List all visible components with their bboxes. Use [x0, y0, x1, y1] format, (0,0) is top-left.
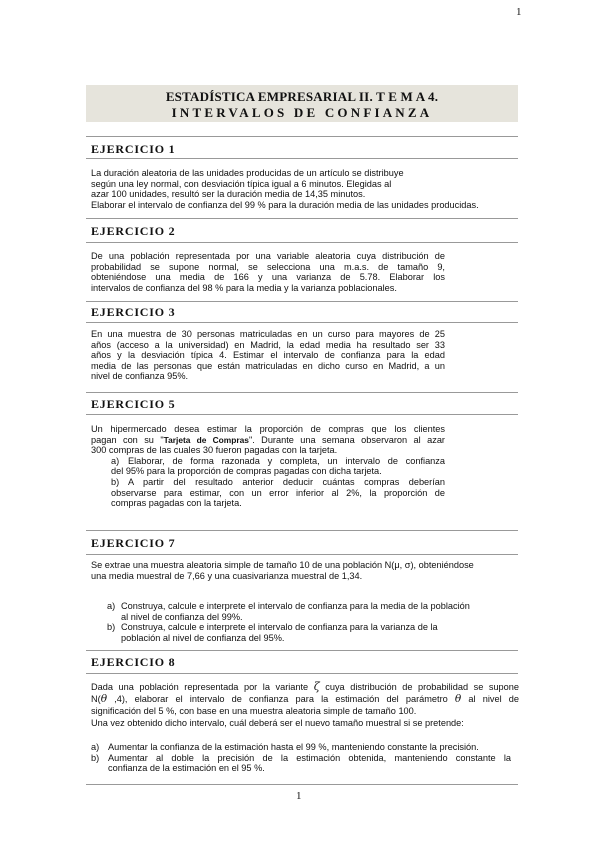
item-line: Construya, calcule e interprete el intervalo de confianza para la varianza de la	[121, 622, 438, 633]
exercise-8-title: EJERCICIO 8	[91, 655, 176, 669]
document-title: ESTADÍSTICA EMPRESARIAL II. T E M A 4.	[165, 89, 439, 104]
exercise-5-text	[91, 424, 445, 509]
exercise-7-line: una media muestral de 7,66 y una cuasivarianza muestral de 1,34.	[91, 570, 363, 581]
item-label: b)	[91, 752, 100, 763]
exercise-8-line	[91, 681, 519, 693]
exercise-2-line: probabilidad se supone normal, se selecciona una m.a.s. de tamaño 9,	[91, 261, 445, 272]
item-line: Elaborar, de forma razonada y completa, un intervalo de confianza	[128, 455, 445, 466]
exercise-8-item-b	[91, 753, 511, 774]
exercise-8-line: significación del 5 %, con base en una muestra aleatoria simple de tamaño 100.	[91, 706, 417, 716]
theta-symbol: θ	[100, 693, 108, 705]
zeta-symbol: ζ	[313, 680, 320, 693]
section-divider	[86, 650, 518, 651]
exercise-5-line2-post: ". Durante una semana observaron al azar	[248, 434, 445, 445]
section-divider	[86, 242, 518, 243]
section-divider	[86, 554, 518, 555]
item-label: b)	[107, 622, 116, 633]
page-number-bottom: 1	[296, 790, 302, 802]
exercise-5-title: EJERCICIO 5	[91, 397, 176, 411]
exercise-5-line2-pre: pagan con su "	[91, 434, 164, 445]
exercise-8-items	[91, 742, 511, 774]
exercise-5-line: Un hipermercado desea estimar la proporción de compras que los clientes	[91, 424, 445, 434]
item-text	[121, 601, 507, 622]
section-divider	[86, 530, 518, 531]
exercise-1-text	[91, 168, 515, 210]
item-text	[108, 742, 511, 753]
exercise-5-line	[91, 435, 445, 446]
exercise-5-item-b	[91, 477, 445, 488]
exercise-1-title: EJERCICIO 1	[91, 142, 176, 156]
exercise-3-line: media de las personas que están matriculadas en dicho curso en Madrid, a un	[91, 360, 445, 371]
item-line: compras pagadas con la tarjeta.	[111, 498, 242, 509]
item-label: a)	[91, 742, 100, 752]
exercise-3-line: nivel de confianza 95%.	[91, 371, 189, 382]
exercise-8-text	[91, 681, 519, 729]
exercise-2-text	[91, 251, 445, 293]
exercise-5-item-a	[91, 456, 445, 467]
item-text	[121, 622, 507, 643]
item-label: b)	[111, 476, 120, 487]
exercise-1-line: La duración aleatoria de las unidades producidas de un artículo se distribuye	[91, 168, 404, 178]
document-subtitle: INTERVALOS DE CONFIANZA	[171, 105, 433, 120]
section-divider	[86, 158, 518, 159]
section-divider	[86, 301, 518, 302]
exercise-3-line: En una muestra de 30 personas matriculadas en un curso para mayores de 25	[91, 329, 445, 339]
item-text	[108, 753, 511, 774]
item-line: Aumentar la confianza de la estimación hasta el 99 %, manteniendo constante la precisión.	[108, 742, 479, 752]
exercise-3-line: años y la desviación típica 4. Estimar el intervalo de confianza para la edad	[91, 350, 445, 361]
item-line: confianza de la estimación en el 95 %.	[108, 763, 265, 774]
exercise-3-line: años (acceso a la universidad) en Madrid, la edad media ha resultado ser 33	[91, 339, 445, 350]
exercise-5-line: 300 compras de las cuales 30 fueron pagadas con la tarjeta.	[91, 445, 338, 456]
exercise-7-intro	[91, 560, 519, 581]
exercise-1-line: azar 100 unidades, resultó ser la duración media de 14,35 minutos.	[91, 189, 366, 200]
exercise-2-title: EJERCICIO 2	[91, 224, 176, 238]
exercise-1-line: Elaborar el intervalo de confianza del 99 % para la duración media de las unidades producidas.	[91, 199, 479, 210]
exercise-2-line: De una población representada por una variable aleatoria cuya distribución de	[91, 251, 445, 261]
section-divider	[86, 784, 518, 785]
section-divider	[86, 322, 518, 323]
item-line: Construya, calcule e interprete el intervalo de confianza para la media de la población	[121, 601, 470, 611]
exercise-8-line: Una vez obtenido dicho intervalo, cuál deberá ser el nuevo tamaño muestral si se pretende:	[91, 718, 464, 728]
text-span: cuya distribución de probabilidad se supone	[319, 682, 519, 692]
exercise-3-title: EJERCICIO 3	[91, 305, 176, 319]
item-line: observarse para estimar, con un error inferior al 2%, la proporción de	[111, 487, 445, 498]
section-divider	[86, 414, 518, 415]
item-label: a)	[107, 601, 116, 611]
item-line: Aumentar al doble la precisión de la estimación obtenida, manteniendo constante la	[108, 752, 511, 763]
section-divider	[86, 218, 518, 219]
item-text	[128, 477, 445, 488]
exercise-8-item-a	[91, 742, 511, 753]
page-number-top: 1	[516, 6, 522, 18]
text-span: ,4), elaborar el intervalo de confianza para la estimación del parámetro	[107, 694, 455, 704]
item-text	[128, 456, 445, 467]
exercise-7-item-a	[107, 601, 507, 622]
exercise-7-line: Se extrae una muestra aleatoria simple de tamaño 10 de una población N(μ, σ), obteniéndose	[91, 560, 474, 570]
section-divider	[86, 136, 518, 137]
theta-symbol: θ	[454, 693, 462, 705]
exercise-8-line	[91, 693, 519, 705]
text-span: Dada una población representada por la variante	[91, 682, 314, 692]
exercise-2-line: intervalos de confianza del 98 % para la media y la varianza poblacionales.	[91, 282, 397, 293]
item-line: del 95% para la proporción de compras pagadas con dicha tarjeta.	[111, 466, 382, 477]
text-span: al nivel de	[461, 694, 519, 704]
item-line: A partir del resultado anterior deducir cuántas compras deberían	[128, 476, 445, 487]
exercise-3-text	[91, 329, 445, 382]
card-name-bold: Tarjeta de Compras	[163, 434, 249, 445]
exercise-1-line: según una ley normal, con desviación típica igual a 6 minutos. Elegidas al	[91, 178, 392, 189]
exercise-7-item-b	[107, 622, 507, 643]
document-title-box	[86, 85, 518, 122]
exercise-7-title: EJERCICIO 7	[91, 536, 176, 550]
section-divider	[86, 392, 518, 393]
item-line: al nivel de confianza del 99%.	[121, 611, 243, 622]
item-line: población al nivel de confianza del 95%.	[121, 632, 285, 643]
exercise-2-line: obteniéndose una media de 166 y una varianza de 5.78. Elaborar los	[91, 272, 445, 283]
text-span: N(	[91, 694, 101, 704]
item-label: a)	[111, 455, 120, 466]
exercise-7-items	[107, 601, 507, 643]
section-divider	[86, 673, 518, 674]
